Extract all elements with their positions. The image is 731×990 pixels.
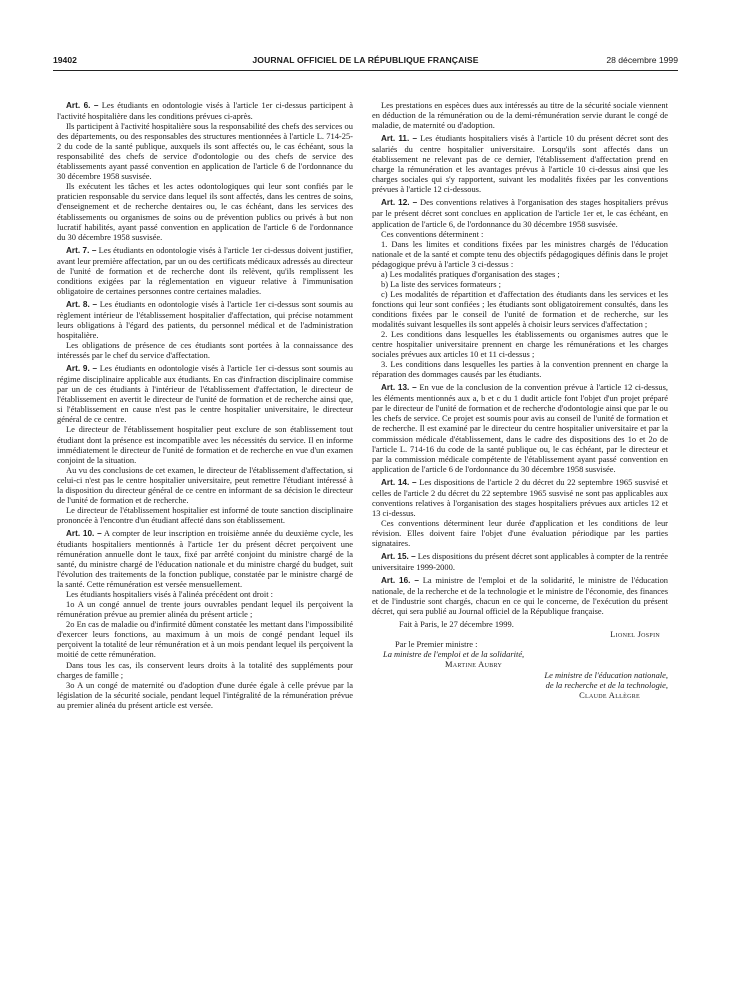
paragraph-text: Des conventions relatives à l'organisation des stages hospitaliers prévus par le présent décret sont conclues en application de l'article 1er et, le cas échéant, en application de l'article 6, de l'ordonnance du 30 décembre 1958 susvisée. [372,197,669,229]
body-paragraph [57,465,353,505]
body-paragraph [57,680,353,710]
paragraph-text: Ils exécutent les tâches et les actes odontologiques qui leur sont confiés par le praticien responsable du service dans lequel ils sont affectés, dans les centres de soins, d'enseignement et de recherche dentaires ou, le cas échéant, dans les services des établissements ou organismes de soins ou de prévention publics ou privés à but non lucratif habilités, ayant passé convention en application de l'article 6 de l'ordonnance du 30 décembre 1958 susvisée. [57,181,353,242]
article-number: Art. 14. – [381,477,417,487]
article-paragraph [372,382,668,473]
paragraph-text: A compter de leur inscription en troisième année du deuxième cycle, les étudiants hospitaliers mentionnés à l'article 1er du présent décret perçoivent une rémunération annuelle dont le taux, fixé par arrêté conjoint du ministre chargé de la santé, du ministre chargé de l'éducation nationale et du ministre chargé du budget, suit l'évolution des traitements de la fonction publique, constatée par le ministre chargé de la santé. Cette rémunération est versée mensuellement. [57,527,353,590]
paragraph-text: La ministre de l'emploi et de la solidarité, le ministre de l'éducation nationale, de la recherche et de la technologie et le ministre de l'économie, des finances et de l'industrie sont chargés, chacun en ce qui le concerne, de l'exécution du présent décret, qui sera publié au Journal officiel de la République française. [372,575,669,617]
body-paragraph [57,505,353,525]
right-column-body [372,100,668,616]
paragraph-text: 1. Dans les limites et conditions fixées par les ministres chargés de l'éducation nationale et de la santé et compte tenu des objectifs pédagogiques définis dans le projet pédagogique prévu à l'article 3 ci-dessus : [372,238,668,269]
minister2-name: Claude Allègre [579,689,640,700]
by-prime-minister: Par le Premier ministre : [395,639,478,650]
article-paragraph [57,299,353,340]
body-paragraph [57,599,353,619]
paragraph-text: Les étudiants en odontologie visés à l'article 1er ci-dessus participent à l'activité hospitalière dans les conditions prévues ci-après. [57,100,353,122]
body-paragraph [57,424,353,464]
body-paragraph [372,229,668,239]
body-paragraph [372,359,668,379]
body-paragraph [57,660,353,680]
page-header [53,55,678,67]
article-number: Art. 16. – [381,576,419,586]
signature-block [372,619,668,699]
paragraph-text: Au vu des conclusions de cet examen, le directeur de l'établissement d'affectation, si celui-ci n'est pas le centre hospitalier universitaire, peut remettre l'étudiant intéressé à la disposition du directeur général de ce centre en informant de sa décision le directeur de l'unité de formation et de recherche. [57,464,353,505]
place-date: Fait à Paris, le 27 décembre 1999. [399,619,514,630]
article-number: Art. 13. – [381,383,417,393]
paragraph-text: Les prestations en espèces dues aux intéressés au titre de la sécurité sociale viennent en déduction de la rémunération ou de la demi-rémunération servie durant le congé de maladie, de maternité ou d'adoption. [372,100,668,131]
article-number: Art. 9. – [66,364,98,374]
article-number: Art. 10. – [66,528,102,538]
paragraph-text: 2o En cas de maladie ou d'infirmité dûment constatée les mettant dans l'impossibilité d'exercer leurs fonctions, au maximum à un mois de congé pendant lequel ils perçoivent la totalité de leur rémunération et à un mois pendant lequel ils perçoivent la moitié de cette rémunération. [57,619,353,660]
body-paragraph [372,289,668,329]
paragraph-text: Ces conventions déterminent leur durée d'application et les conditions de leur révision. Elles doivent faire l'objet d'une évaluation périodique par les parties signataires. [372,517,668,548]
body-paragraph [57,121,353,181]
journal-title: JOURNAL OFFICIEL DE LA RÉPUBLIQUE FRANÇAISE [252,55,479,65]
paragraph-text: Ils participent à l'activité hospitalière sous la responsabilité des chefs des services ou des départements, ou des responsables des structures mentionnées à l'article L. 714-25-2 du code de la santé publique, auxquels ils sont affectés ou, le cas échéant, sous la responsabilité des chefs de service d'odontologie ou des chefs de service des établissements ayant passé convention en application de l'article 6 de l'ordonnance du 30 décembre 1958 susvisée. [57,121,353,182]
article-number: Art. 12. – [381,198,418,208]
paragraph-text: Ces conventions déterminent : [381,228,484,239]
body-paragraph [372,239,668,269]
prime-minister-name: Lionel Jospin [610,629,660,640]
article-paragraph [57,245,353,296]
paragraph-text: a) Les modalités pratiques d'organisation des stages ; [381,268,560,279]
article-number: Art. 6. – [66,101,99,110]
body-paragraph [57,181,353,241]
article-number: Art. 7. – [66,245,97,255]
article-paragraph [57,363,353,424]
minister2-title-1: Le ministre de l'éducation nationale, [544,669,668,680]
paragraph-text: Le directeur de l'établissement hospitalier peut exclure de son établissement tout étudiant dont la présence est incompatible avec les nécessités du service. Il en informe immédiatement le directeur de l'unité de formation et de recherche en vue d'un examen conjoint de la situation. [57,424,353,465]
paragraph-text: Les étudiants hospitaliers visés à l'article 10 du présent décret sont des salariés du centre hospitalier universitaire. Lorsqu'ils sont affectés dans un établissement ne relevant pas de ce dernier, l'établissement d'affectation prend en charge la rémunération et les avantages prévus à l'article 10 ci-dessus ainsi que les charges sociales qui s'y rapportent, suivant les modalités fixées par les conventions prévues à l'article 12 ci-dessous. [372,133,668,195]
article-paragraph [57,100,353,121]
article-paragraph [372,133,668,194]
paragraph-text: 1o A un congé annuel de trente jours ouvrables pendant lequel ils perçoivent la rémunération prévue au premier alinéa du présent article ; [57,599,353,620]
body-paragraph [372,100,668,130]
paragraph-text: Dans tous les cas, ils conservent leurs droits à la totalité des suppléments pour charges de famille ; [57,659,353,680]
body-paragraph [57,340,353,360]
right-column [372,100,668,700]
minister1-name: Martine Aubry [445,659,503,670]
paragraph-text: 3o A un congé de maternité ou d'adoption d'une durée égale à celle prévue par la législation de la sécurité sociale, pendant lequel l'intégralité de la rémunération prévue au premier alinéa du présent article est versée. [57,679,353,710]
paragraph-text: Les dispositions du présent décret sont applicables à compter de la rentrée universitaire 1999-2000. [372,551,669,573]
body-paragraph [372,518,668,548]
article-paragraph [372,551,668,572]
body-paragraph [372,269,668,279]
body-paragraph [57,619,353,659]
paragraph-text: c) Les modalités de répartition et d'affectation des étudiants dans les services et les fonctions qui leur sont confiées ; les étudiants sont obligatoirement consultés, dans les conditions fixées par le conseil de l'unité de formation et de recherche, sur les modalités suivant lesquelles ils sont appelés à choisir leurs services d'affectation ; [372,288,668,329]
paragraph-text: Les étudiants en odontologie visés à l'article 1er ci-dessus sont soumis au régime disciplinaire applicable aux étudiants. En cas d'infraction disciplinaire commise par un de ces étudiants à l'intérieur de l'établissement d'affectation, le directeur de l'établissement en avertit le directeur de l'unité de formation et de recherche ainsi que, si l'établissement en cause n'est pas le centre hospitalier universitaire, le directeur général de ce centre. [57,363,353,425]
article-number: Art. 8. – [66,299,98,309]
article-paragraph [372,575,668,616]
left-column [57,100,353,710]
article-number: Art. 11. – [381,134,418,144]
page-number: 19402 [53,55,77,65]
minister2-title-2: de la recherche et de la technologie, [545,679,668,690]
paragraph-text: Les étudiants en odontologie visés à l'article 1er ci-dessus sont soumis au règlement intérieur de l'établissement hospitalier d'affectation, qui précise notamment leurs obligations à l'égard des patients, du personnel médical et de l'administration hospitalière. [57,298,353,341]
body-paragraph [372,329,668,359]
minister1-title: La ministre de l'emploi et de la solidarité, [383,649,525,660]
paragraph-text: Le directeur de l'établissement hospitalier est informé de toute sanction disciplinaire prononcée à l'encontre d'un étudiant affecté dans son établissement. [57,504,353,525]
article-number: Art. 15. – [381,552,416,562]
body-paragraph [372,279,668,289]
header-rule [53,70,678,71]
article-paragraph [372,477,668,518]
issue-date: 28 décembre 1999 [606,55,678,65]
paragraph-text: 2. Les conditions dans lesquelles les établissements ou organismes autres que le centre hospitalier universitaire prennent en charge les rémunérations et les charges sociales prévues aux articles 10 et 11 ci-dessus ; [372,329,668,360]
paragraph-text: Les étudiants hospitaliers visés à l'alinéa précédent ont droit : [66,589,274,600]
paragraph-text: Les dispositions de l'article 2 du décret du 22 septembre 1965 susvisé et celles de l'article 2 du décret du 22 septembre 1965 susvisé ne sont pas applicables aux conventions relatives à l'organisation des stages hospitaliers prévues aux articles 12 et 13 ci-dessus. [372,476,668,518]
paragraph-text: 3. Les conditions dans lesquelles les parties à la convention prennent en charge la réparation des dommages causés par les étudiants. [372,359,668,380]
article-paragraph [372,197,668,228]
paragraph-text: Les étudiants en odontologie visés à l'article 1er ci-dessus doivent justifier, avant leur première affectation, par un ou des certificats médicaux adressés au directeur de l'unité de formation et de recherche dont ils relèvent, qu'ils remplissent les conditions exigées par la réglementation en vigueur relative à l'immunisation obligatoire de certaines personnes contre certaines maladies. [57,244,353,296]
article-paragraph [57,528,353,589]
body-paragraph [57,589,353,599]
paragraph-text: En vue de la conclusion de la convention prévue à l'article 12 ci-dessus, les éléments mentionnés aux a, b et c du 1 dudit article font l'objet d'un projet préparé par le directeur de l'unité de formation et de recherche d'odontologie ainsi que par le ou les chefs de service. Ce projet est soumis pour avis au conseil de l'unité de formation et de recherche. Il est examiné par le directeur du centre hospitalier universitaire et par la commission médicale d'établissement, dans le cadre des dispositions des 1o et 2o de l'article L. 714-16 du code de la santé publique ou, le cas échéant, par le directeur et par la commission médicale compétente de l'établissement ayant passé convention en application de l'article 6 de l'ordonnance du 30 décembre 1958 susvisée. [372,382,668,474]
paragraph-text: b) La liste des services formateurs ; [381,278,501,289]
paragraph-text: Les obligations de présence de ces étudiants sont portées à la connaissance des intéressés par le chef du service d'affectation. [57,340,353,361]
